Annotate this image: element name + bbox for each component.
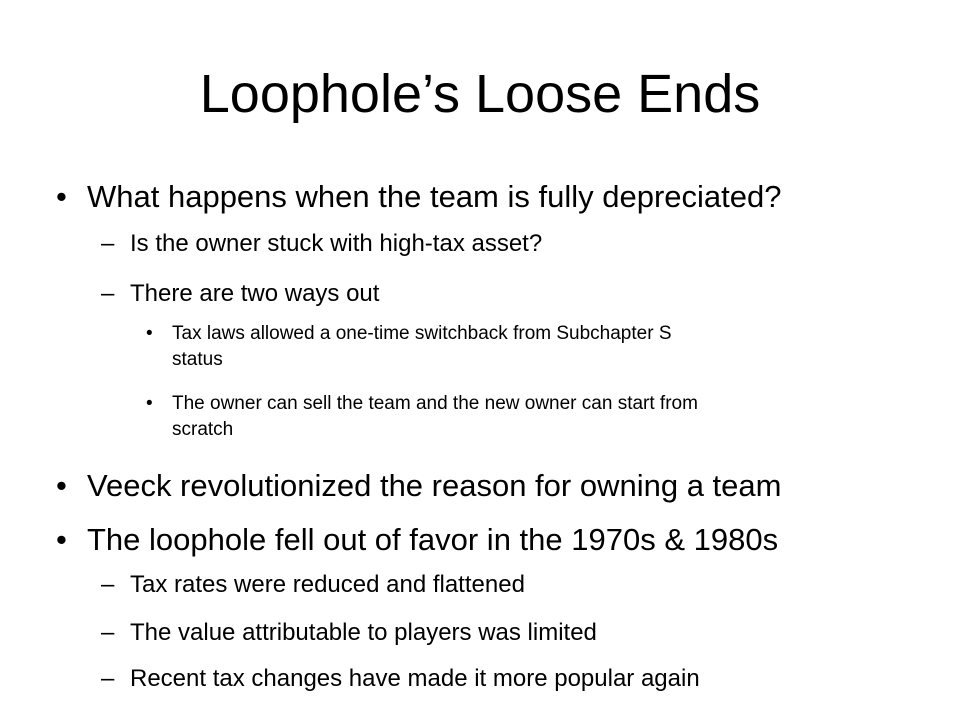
bullet-marker: • (56, 522, 67, 557)
sub-sub-bullet-marker: • (146, 393, 153, 414)
sub-sub-bullet-text-line2: scratch (172, 419, 234, 440)
sub-bullet-text: Tax rates were reduced and flattened (130, 571, 525, 598)
sub-bullet-text: There are two ways out (130, 280, 380, 307)
sub-sub-bullet-text-line1: Tax laws allowed a one-time switchback from Subchapter S (172, 323, 672, 344)
sub-bullet-marker: – (101, 280, 115, 307)
slide-title: Loophole’s Loose Ends (199, 64, 761, 124)
bullet-text: Veeck revolutionized the reason for owning a team (87, 468, 782, 503)
sub-sub-bullet-text-line1: The owner can sell the team and the new owner can start from (172, 393, 698, 414)
bullet-marker: • (56, 179, 67, 214)
sub-bullet-text: Recent tax changes have made it more popular again (130, 665, 700, 692)
sub-bullet-marker: – (101, 230, 115, 257)
sub-bullet-marker: – (101, 619, 115, 646)
sub-bullet-marker: – (101, 665, 115, 692)
sub-bullet-text: The value attributable to players was limited (130, 619, 597, 646)
bullet-marker: • (56, 468, 67, 503)
bullet-text: What happens when the team is fully depreciated? (87, 179, 782, 214)
sub-bullet-marker: – (101, 571, 115, 598)
bullet-text: The loophole fell out of favor in the 1970s & 1980s (87, 522, 779, 557)
sub-sub-bullet-marker: • (146, 323, 153, 344)
sub-sub-bullet-text-line2: status (172, 349, 223, 370)
sub-bullet-text: Is the owner stuck with high-tax asset? (130, 230, 543, 257)
